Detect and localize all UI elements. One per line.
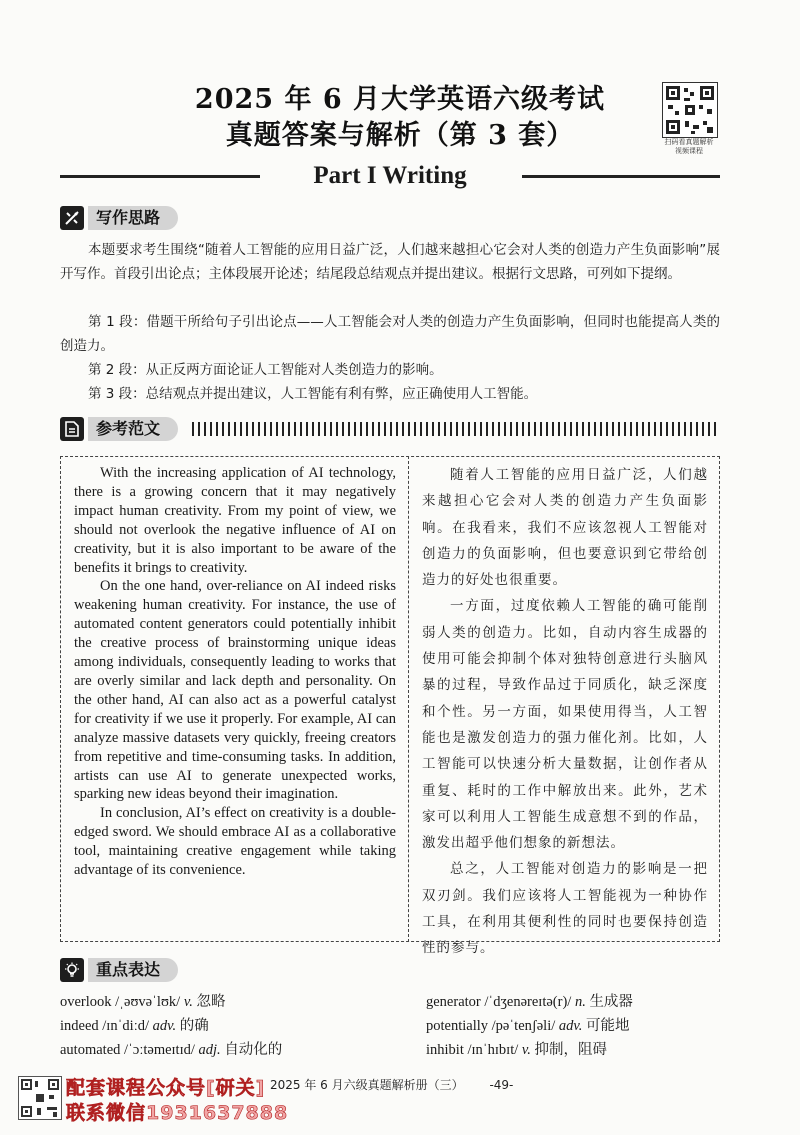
section-title-model-essay: 参考范文 xyxy=(88,417,178,441)
vocab-item: inhibit /ɪnˈhɪbɪt/ v. 抑制，阻碍 xyxy=(426,1042,607,1058)
lightbulb-icon xyxy=(60,958,84,982)
chinese-paragraph-3: 总之，人工智能对创造力的影响是一把双刃剑。我们应该将人工智能视为一种协作工具，在利用其便利性的同时也要保持创造性的参与。 xyxy=(422,861,708,957)
page-footer xyxy=(270,1076,513,1093)
part-title: Part I Writing xyxy=(299,162,480,189)
model-essay-chinese xyxy=(422,462,708,962)
section-title-writing-idea: 写作思路 xyxy=(88,206,178,230)
outline-paragraph-3: 第 3 段：总结观点并提出建议，人工智能有利有弊，应正确使用人工智能。 xyxy=(88,386,538,402)
section-header-writing-idea xyxy=(60,205,178,231)
model-essay-divider xyxy=(408,456,409,942)
chinese-paragraph-2: 一方面，过度依赖人工智能的确可能削弱人类的创造力。比如，自动内容生成器的使用可能会抑制个体对独特创意进行头脑风暴的过程，导致作品过于同质化，缺乏深度和个性。另一方面，如果使用得当，人工智能也是激发创造力的强力催化剂。比如，人工智能可以快速分析大量数据，让创作者从重复、耗时的工作中解放出来。此外，艺术家可以利用人工智能生成意想不到的作品，激发出超乎他们想象的新想法。 xyxy=(422,598,708,852)
vocab-item: overlook /ˌəʊvəˈlʊk/ v. 忽略 xyxy=(60,994,226,1010)
watermark-line-2: 联系微信1931637888 xyxy=(66,1102,289,1124)
outline-paragraph-1: 第 1 段：借题干所给句子引出论点——人工智能会对人类的创造力产生负面影响，但同时也能提高人类的创造力。 xyxy=(60,314,720,354)
vocab-item: automated /ˈɔːtəmeɪtɪd/ adj. 自动化的 xyxy=(60,1042,283,1058)
section-header-model-essay xyxy=(60,416,178,442)
document-icon xyxy=(60,417,84,441)
page-title-line1: 2025 年 6 月大学英语六级考试 xyxy=(194,84,606,115)
english-paragraph-1: With the increasing application of AI technology, there is a growing concern that it may negatively impact human creativity. From my point of view, we should not overlook the negative influence of AI on creativity, but it is also important to be aware of the benefits it brings to creativity. xyxy=(74,465,396,576)
writing-idea-icon xyxy=(60,206,84,230)
watermark-line-1: 配套课程公众号[研关] xyxy=(66,1077,266,1099)
outline-paragraph-2: 第 2 段：从正反两方面论证人工智能对人类创造力的影响。 xyxy=(88,362,443,378)
part-heading xyxy=(60,160,720,192)
vocab-item: potentially /pəˈtenʃəli/ adv. 可能地 xyxy=(426,1018,630,1034)
writing-idea-intro: 本题要求考生围绕“随着人工智能的应用日益广泛，人们越来越担心它会对人类的创造力产生负面影响”展开写作。首段引出论点；主体段展开论述；结尾段总结观点并提出建议。根据行文思路，可列如下提纲。 xyxy=(60,242,720,282)
page-title-line2: 真题答案与解析（第 3 套） xyxy=(225,120,575,151)
vocab-item: generator /ˈdʒenəreɪtə(r)/ n. 生成器 xyxy=(426,994,633,1010)
vocab-item: indeed /ɪnˈdiːd/ adv. 的确 xyxy=(60,1018,209,1034)
footer-book-title: 2025 年 6 月六级真题解析册（三） xyxy=(270,1078,464,1092)
model-essay-english xyxy=(74,464,396,880)
qr-caption: 扫码看真题解析 视频课程 xyxy=(664,138,714,155)
qr-code-image xyxy=(662,82,718,138)
section-header-key-expressions xyxy=(60,957,178,983)
english-paragraph-2: On the one hand, over-reliance on AI indeed risks weakening human creativity. For instance, the use of automated content generators could potentially inhibit the creative process of brainstorming unique ideas among individuals, consequently leading to works that are overly similar and lack depth and personality. On the other hand, AI can also act as a powerful catalyst for creativity if we use it properly. For example, AI can analyze massive datasets very quickly, freeing creators from repetitive and time-consuming tasks. In addition, artists can use AI to generate unexpected works, sparking new ideas beyond their imagination. xyxy=(74,578,396,803)
watermark-qr-image xyxy=(18,1076,62,1120)
english-paragraph-3: In conclusion, AI’s effect on creativity is a double-edged sword. We should embrace AI as a collaborative tool, maintaining creative engagement while taking advantage of its convenience. xyxy=(74,805,396,879)
decorative-stripes xyxy=(192,422,720,436)
section-title-key-expressions: 重点表达 xyxy=(88,958,178,982)
page-number: -49- xyxy=(489,1078,514,1092)
chinese-paragraph-1: 随着人工智能的应用日益广泛，人们越来越担心它会对人类的创造力产生负面影响。在我看来，我们不应该忽视人工智能对创造力的负面影响，但也要意识到它带给创造力的好处也很重要。 xyxy=(422,467,708,589)
